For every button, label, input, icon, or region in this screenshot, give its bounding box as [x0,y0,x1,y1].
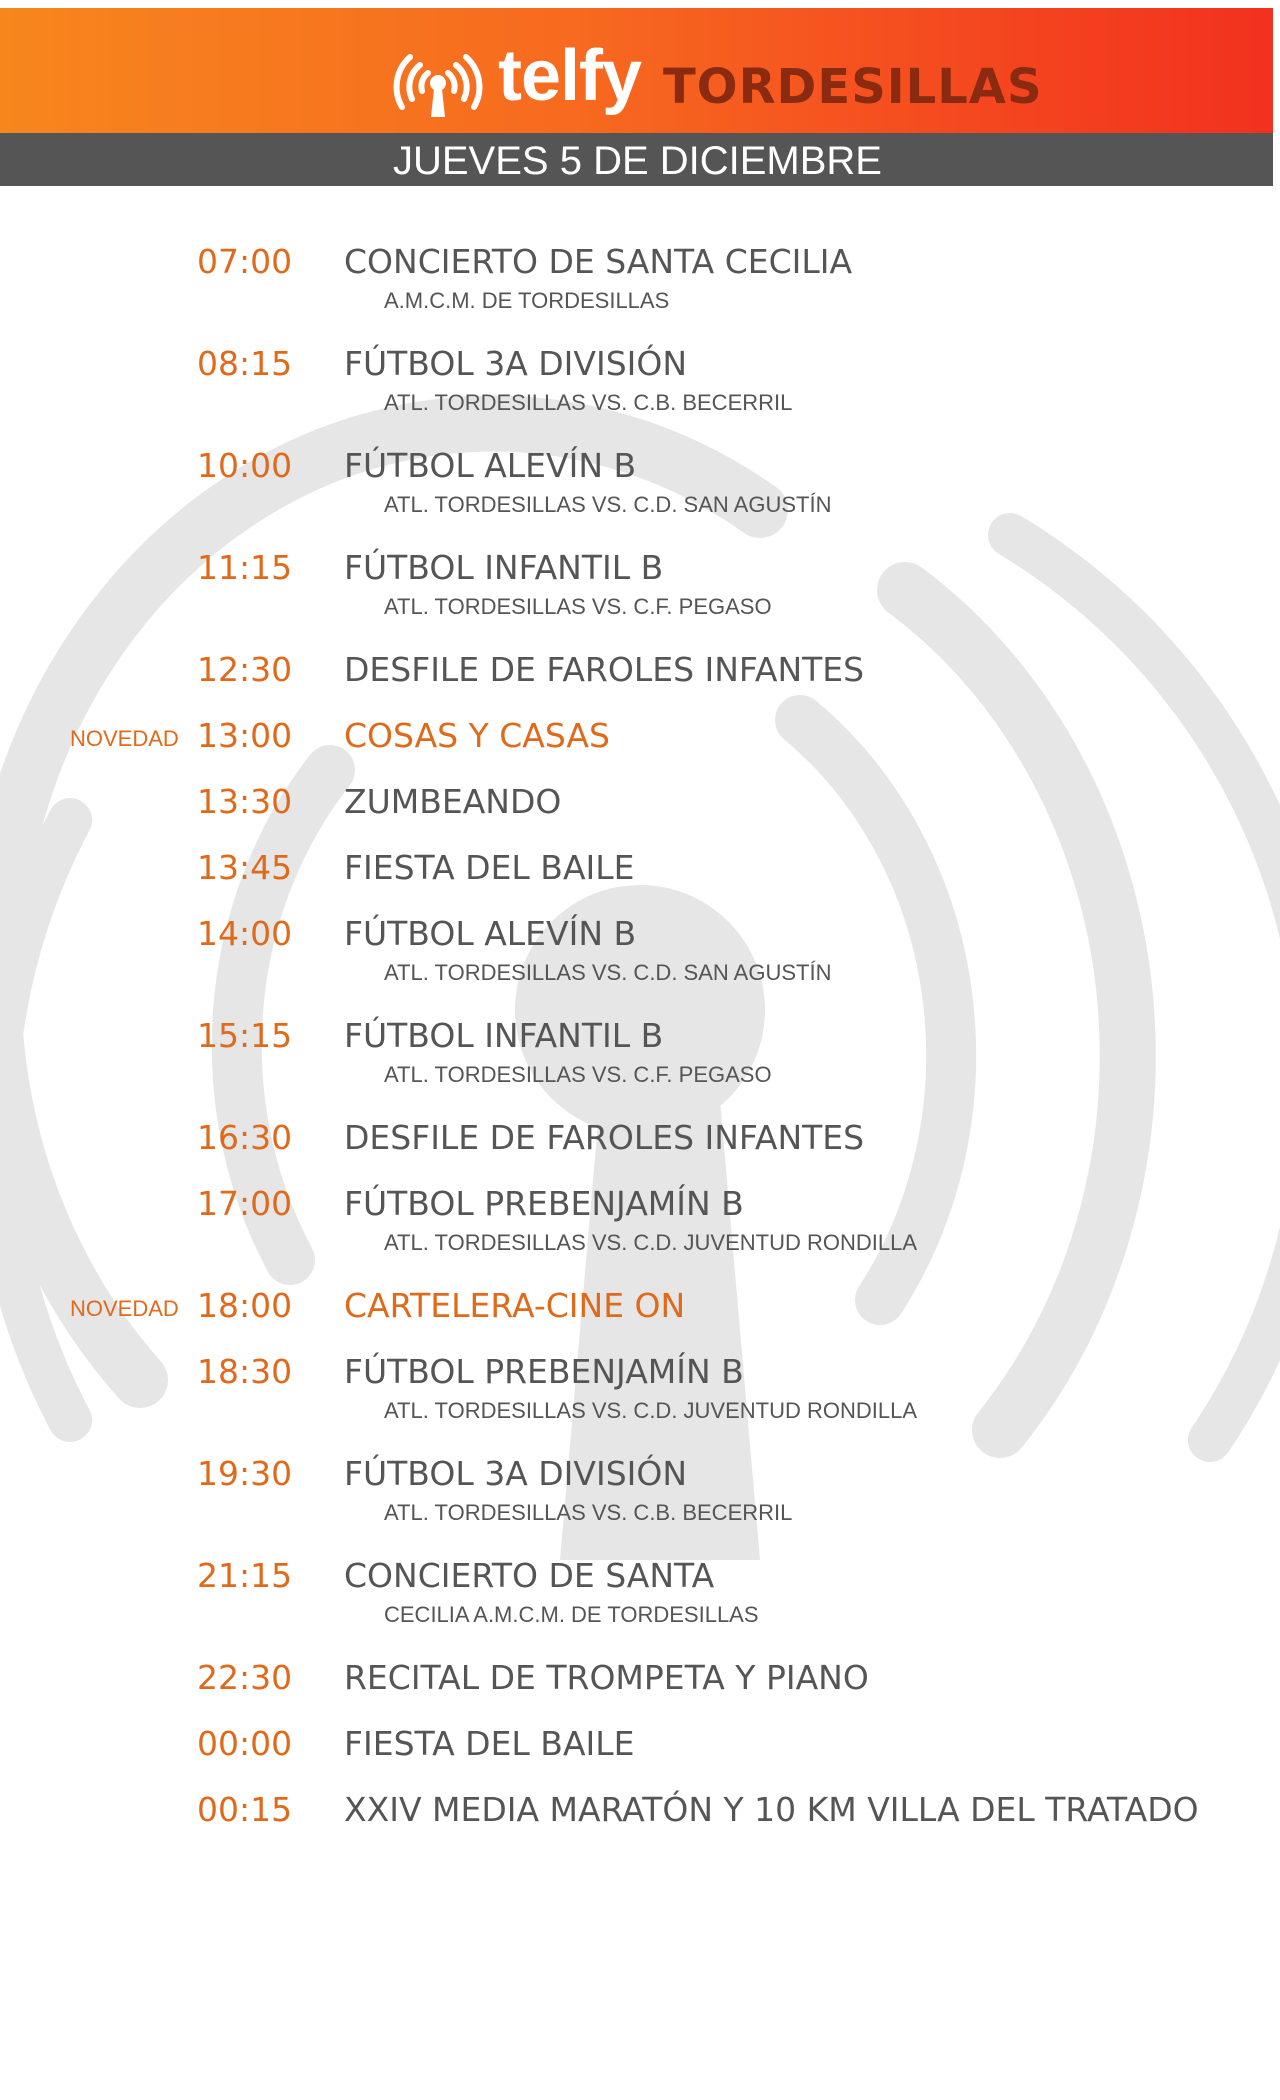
schedule-list [0,240,1280,1854]
schedule-entry [0,1014,1280,1116]
entry-subtitle: A.M.C.M. DE TORDESILLAS [384,288,670,313]
entry-title: CONCIERTO DE SANTA CECILIA [344,242,853,281]
schedule-entry [0,1554,1280,1656]
entry-time: 11:15 [197,548,293,587]
entry-time: 13:45 [197,848,293,887]
entry-time: 19:30 [197,1454,293,1493]
schedule-entry [0,912,1280,1014]
schedule-entry [0,1452,1280,1554]
brand-name: telfy [498,36,642,116]
schedule-entry [0,1788,1280,1854]
broadcast-signal-icon [388,43,488,123]
entry-title: CARTELERA-CINE ON [344,1286,686,1325]
entry-time: 18:30 [197,1352,293,1391]
entry-subtitle: ATL. TORDESILLAS VS. C.D. JUVENTUD RONDILLA [384,1230,918,1255]
entry-subtitle: CECILIA A.M.C.M. DE TORDESILLAS [384,1602,759,1627]
entry-subtitle: ATL. TORDESILLAS VS. C.D. JUVENTUD RONDILLA [384,1398,918,1423]
entry-subtitle: ATL. TORDESILLAS VS. C.F. PEGASO [384,594,772,619]
schedule-entry [0,240,1280,342]
entry-title: FÚTBOL INFANTIL B [344,1016,664,1055]
entry-title: FÚTBOL 3A DIVISIÓN [344,1454,688,1493]
entry-title: FÚTBOL 3A DIVISIÓN [344,344,688,383]
entry-time: 08:15 [197,344,293,383]
entry-title: FÚTBOL INFANTIL B [344,548,664,587]
entry-title: FÚTBOL ALEVÍN B [344,914,637,953]
brand-logo [388,38,1043,128]
schedule-entry [0,1116,1280,1182]
date-bar [0,133,1273,186]
entry-title: ZUMBEANDO [344,782,562,821]
schedule-entry [0,1656,1280,1722]
entry-title: DESFILE DE FAROLES INFANTES [344,650,865,689]
entry-subtitle: ATL. TORDESILLAS VS. C.B. BECERRIL [384,390,793,415]
entry-title: FIESTA DEL BAILE [344,1724,635,1763]
entry-subtitle: ATL. TORDESILLAS VS. C.D. SAN AGUSTÍN [384,492,832,517]
entry-time: 12:30 [197,650,293,689]
schedule-entry [0,714,1280,780]
entry-time: 22:30 [197,1658,293,1697]
entry-title: CONCIERTO DE SANTA [344,1556,715,1595]
schedule-entry [0,1722,1280,1788]
entry-time: 13:00 [197,716,293,755]
entry-subtitle: ATL. TORDESILLAS VS. C.B. BECERRIL [384,1500,793,1525]
schedule-entry [0,546,1280,648]
entry-time: 10:00 [197,446,293,485]
schedule-entry [0,1284,1280,1350]
entry-time: 07:00 [197,242,293,281]
entry-subtitle: ATL. TORDESILLAS VS. C.D. SAN AGUSTÍN [384,960,832,985]
entry-time: 15:15 [197,1016,293,1055]
schedule-entry [0,1350,1280,1452]
entry-time: 17:00 [197,1184,293,1223]
schedule-entry [0,342,1280,444]
entry-time: 18:00 [197,1286,293,1325]
entry-time: 14:00 [197,914,293,953]
entry-title: DESFILE DE FAROLES INFANTES [344,1118,865,1157]
entry-time: 16:30 [197,1118,293,1157]
date-label: JUEVES 5 DE DICIEMBRE [392,139,882,183]
schedule-entry [0,444,1280,546]
schedule-entry [0,846,1280,912]
header-bar [0,8,1273,133]
entry-time: 00:15 [197,1790,293,1829]
schedule-entry [0,648,1280,714]
entry-title: COSAS Y CASAS [344,716,610,755]
entry-time: 21:15 [197,1556,293,1595]
entry-time: 13:30 [197,782,293,821]
schedule-entry [0,780,1280,846]
entry-title: XXIV MEDIA MARATÓN Y 10 KM VILLA DEL TRATADO [344,1790,1199,1829]
entry-title: RECITAL DE TROMPETA Y PIANO [344,1658,869,1697]
schedule-entry [0,1182,1280,1284]
entry-title: FÚTBOL ALEVÍN B [344,446,637,485]
novedad-badge: NOVEDAD [70,726,179,751]
entry-subtitle: ATL. TORDESILLAS VS. C.F. PEGASO [384,1062,772,1087]
novedad-badge: NOVEDAD [70,1296,179,1321]
entry-title: FIESTA DEL BAILE [344,848,635,887]
entry-time: 00:00 [197,1724,293,1763]
brand-location: TORDESILLAS [663,59,1043,115]
entry-title: FÚTBOL PREBENJAMÍN B [344,1184,744,1223]
entry-title: FÚTBOL PREBENJAMÍN B [344,1352,744,1391]
